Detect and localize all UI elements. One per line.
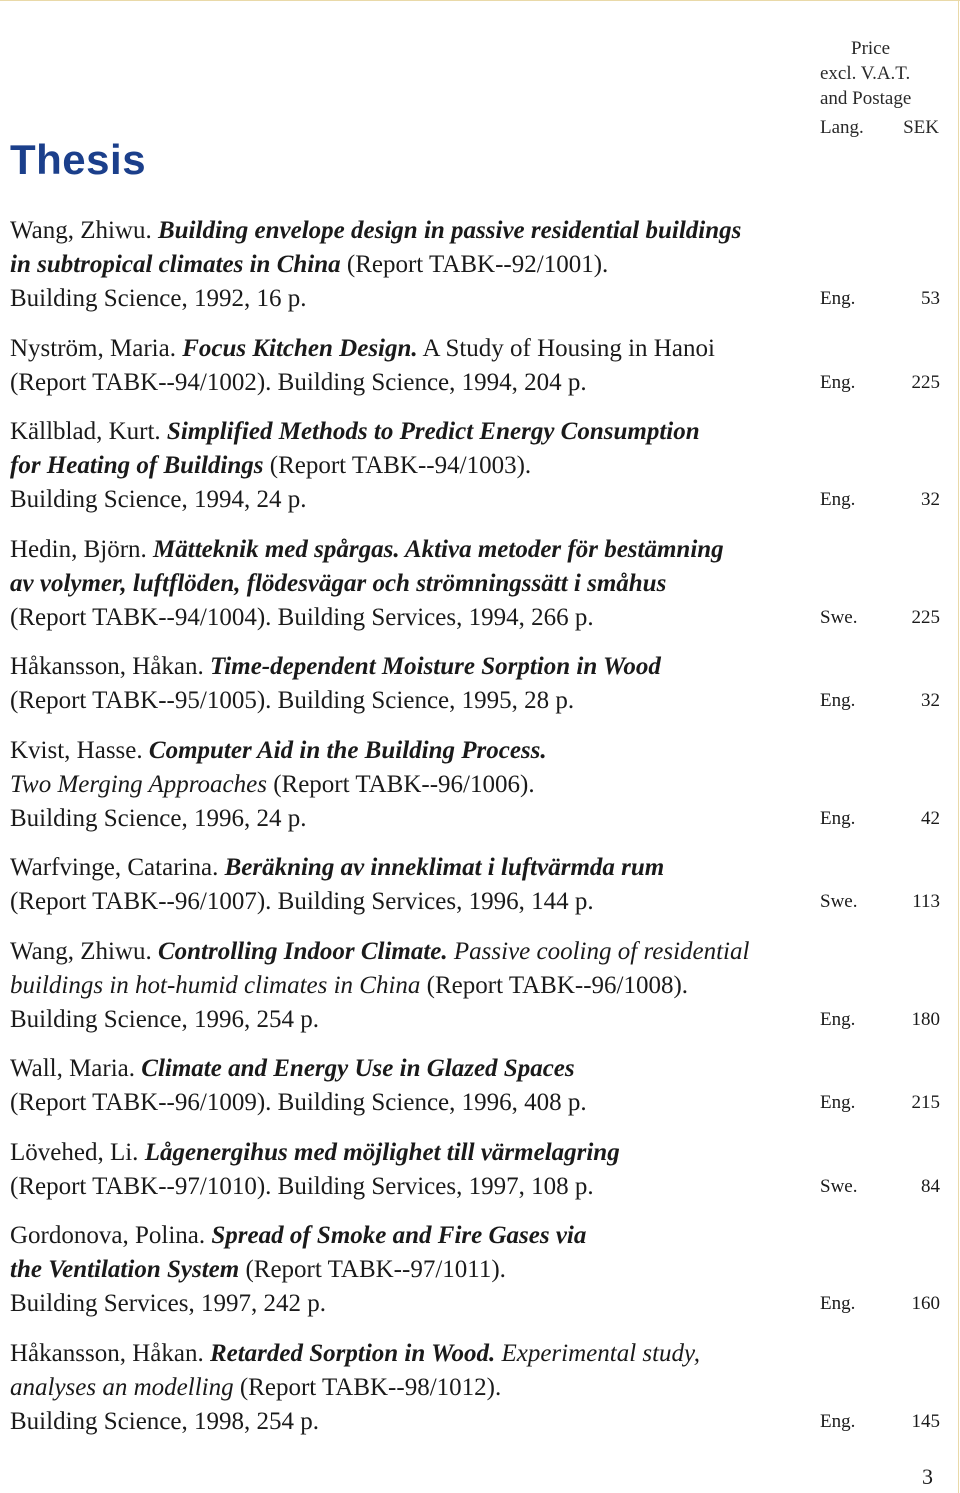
entry-title-text: Spread of Smoke and Fire Gases via — [211, 1222, 587, 1249]
right-rule — [958, 0, 959, 1493]
entry-language: Eng. — [820, 807, 856, 829]
entry-line — [10, 1136, 940, 1170]
entry-text: Gordonova, Polina. — [10, 1222, 212, 1249]
entry-price: 180 — [911, 1008, 940, 1030]
vat-label: excl. V.A.T. — [820, 63, 911, 84]
entry-line — [10, 601, 940, 635]
entry-title-text: Mätteknik med spårgas. Aktiva metoder för bestämning — [153, 535, 724, 563]
entry-text: (Report TABK--98/1012). — [233, 1373, 502, 1401]
thesis-entry — [10, 533, 940, 635]
entry-line — [10, 1253, 940, 1287]
page-number: 3 — [922, 1464, 933, 1489]
entry-price: 215 — [911, 1092, 940, 1113]
entry-line — [10, 684, 940, 718]
entry-text: (Report TABK--94/1004). Building Services, 1994, 266 p. — [10, 603, 594, 631]
entry-text: Hedin, Björn. — [10, 535, 154, 563]
entry-price: 53 — [921, 288, 940, 309]
currency-column-label: SEK — [903, 117, 939, 138]
thesis-entry — [10, 1219, 940, 1321]
entry-line — [10, 449, 940, 483]
entry-line — [10, 768, 940, 802]
entry-line — [10, 851, 940, 885]
entry-subtitle-text: Two Merging Approaches — [10, 770, 267, 798]
entry-language: Swe. — [820, 1175, 858, 1197]
entry-language: Eng. — [820, 489, 856, 510]
entry-line — [10, 885, 940, 919]
thesis-list — [10, 214, 940, 1454]
entry-line — [10, 969, 940, 1003]
entry-subtitle-text: Experimental study, — [495, 1339, 701, 1367]
entry-text: (Report TABK--96/1009). Building Science, 1996, 408 p. — [10, 1089, 587, 1116]
entry-price: 84 — [921, 1175, 940, 1197]
entry-text: (Report TABK--96/1006). — [266, 770, 535, 798]
thesis-entry — [10, 734, 940, 836]
entry-price: 32 — [921, 489, 940, 510]
entry-title-text: Time-dependent Moisture Sorption in Wood — [209, 653, 661, 680]
postage-label: and Postage — [820, 88, 912, 109]
entry-subtitle-text: Passive cooling of residential — [447, 937, 750, 965]
entry-subtitle-text: analyses an modelling — [10, 1373, 234, 1401]
thesis-entry — [10, 415, 940, 517]
entry-line — [10, 802, 940, 836]
entry-text: Building Services, 1997, 242 p. — [10, 1290, 326, 1317]
entry-language: Eng. — [820, 1410, 856, 1432]
entry-line — [10, 366, 940, 400]
entry-text: Källblad, Kurt. — [10, 418, 167, 445]
entry-title-text: av volymer, luftflöden, flödesvägar och strömningssätt i småhus — [10, 569, 667, 597]
entry-title-text: Lågenergihus med möjlighet till värmelagring — [144, 1138, 620, 1166]
entry-line — [10, 734, 940, 768]
entry-text: (Report TABK--95/1005). Building Science, 1995, 28 p. — [10, 687, 575, 714]
entry-language: Swe. — [820, 891, 858, 912]
entry-text: Wang, Zhiwu. — [10, 217, 158, 244]
thesis-entry — [10, 935, 940, 1037]
entry-price: 160 — [911, 1293, 940, 1314]
entry-title-text: Retarded Sorption in Wood. — [209, 1339, 496, 1367]
entry-text: (Report TABK--96/1007). Building Services, 1996, 144 p. — [10, 888, 594, 915]
entry-text: (Report TABK--92/1001). — [340, 251, 609, 278]
entry-price: 225 — [911, 371, 940, 393]
entry-title-text: Building envelope design in passive residential buildings — [157, 217, 742, 244]
entry-title-text: Focus Kitchen Design. — [182, 334, 418, 362]
entry-line — [10, 248, 940, 282]
entry-text: (Report TABK--94/1002). Building Science, 1994, 204 p. — [10, 368, 587, 396]
thesis-entry — [10, 1136, 940, 1204]
entry-price: 42 — [921, 807, 940, 829]
entry-title-text: the Ventilation System — [10, 1256, 240, 1283]
entry-subtitle-text: buildings in hot-humid climates in China — [10, 971, 421, 999]
entry-line — [10, 1052, 940, 1086]
entry-title-text: Climate and Energy Use in Glazed Spaces — [141, 1055, 575, 1082]
thesis-entry — [10, 1337, 940, 1439]
thesis-entry — [10, 214, 940, 316]
entry-line — [10, 415, 940, 449]
entry-line — [10, 1170, 940, 1204]
entry-language: Eng. — [820, 1293, 856, 1314]
entry-line — [10, 1287, 940, 1321]
entry-title-text: in subtropical climates in China — [10, 251, 341, 278]
entry-title-text: Computer Aid in the Building Process. — [148, 736, 547, 764]
entry-price: 32 — [921, 690, 940, 711]
entry-text: (Report TABK--97/1011). — [239, 1256, 506, 1283]
entry-line — [10, 1219, 940, 1253]
entry-text: (Report TABK--96/1008). — [420, 971, 689, 999]
entry-text: Building Science, 1996, 254 p. — [10, 1005, 319, 1033]
entry-text: Håkansson, Håkan. — [10, 1339, 210, 1367]
entry-title-text: Beräkning av inneklimat i luftvärmda rum — [224, 854, 665, 881]
entry-price: 145 — [911, 1410, 940, 1432]
entry-text: Lövehed, Li. — [10, 1138, 145, 1166]
entry-line — [10, 1086, 940, 1120]
entry-title-text: Controlling Indoor Climate. — [157, 937, 448, 965]
thesis-entry — [10, 650, 940, 718]
entry-text: Building Science, 1992, 16 p. — [10, 285, 307, 312]
entry-line — [10, 1003, 940, 1037]
entry-line — [10, 533, 940, 567]
entry-price: 113 — [912, 891, 940, 912]
entry-line — [10, 1371, 940, 1405]
entry-line — [10, 935, 940, 969]
entry-text: Building Science, 1994, 24 p. — [10, 486, 307, 513]
entry-line — [10, 332, 940, 366]
entry-text: Building Science, 1998, 254 p. — [10, 1407, 319, 1435]
entry-language: Eng. — [820, 690, 856, 711]
entry-text: Wang, Zhiwu. — [10, 937, 158, 965]
entry-price: 225 — [911, 606, 940, 628]
thesis-entry — [10, 1052, 940, 1120]
entry-language: Eng. — [820, 288, 856, 309]
entry-text: Kvist, Hasse. — [10, 736, 149, 764]
entry-title-text: for Heating of Buildings — [10, 452, 264, 479]
entry-language: Eng. — [820, 1008, 856, 1030]
entry-text: Håkansson, Håkan. — [10, 653, 210, 680]
entry-line — [10, 1405, 940, 1439]
thesis-entry — [10, 851, 940, 919]
thesis-entry — [10, 332, 940, 400]
section-title: Thesis — [10, 136, 147, 183]
entry-text: (Report TABK--94/1003). — [263, 452, 532, 479]
entry-title-text: Simplified Methods to Predict Energy Consumption — [166, 418, 700, 445]
entry-line — [10, 282, 940, 316]
entry-line — [10, 214, 940, 248]
entry-line — [10, 567, 940, 601]
entry-language: Swe. — [820, 606, 858, 628]
price-column-header — [820, 36, 945, 140]
price-label: Price — [851, 38, 891, 59]
entry-text: Warfvinge, Catarina. — [10, 854, 225, 881]
entry-line — [10, 650, 940, 684]
entry-text: Wall, Maria. — [10, 1055, 142, 1082]
entry-text: Building Science, 1996, 24 p. — [10, 804, 307, 832]
lang-column-label: Lang. — [820, 117, 864, 138]
entry-text: A Study of Housing in Hanoi — [417, 334, 715, 362]
entry-text: (Report TABK--97/1010). Building Services, 1997, 108 p. — [10, 1172, 594, 1200]
top-rule — [0, 0, 960, 1]
entry-line — [10, 483, 940, 517]
entry-text: Nyström, Maria. — [10, 334, 183, 362]
entry-language: Eng. — [820, 1092, 856, 1113]
entry-language: Eng. — [820, 371, 856, 393]
entry-line — [10, 1337, 940, 1371]
